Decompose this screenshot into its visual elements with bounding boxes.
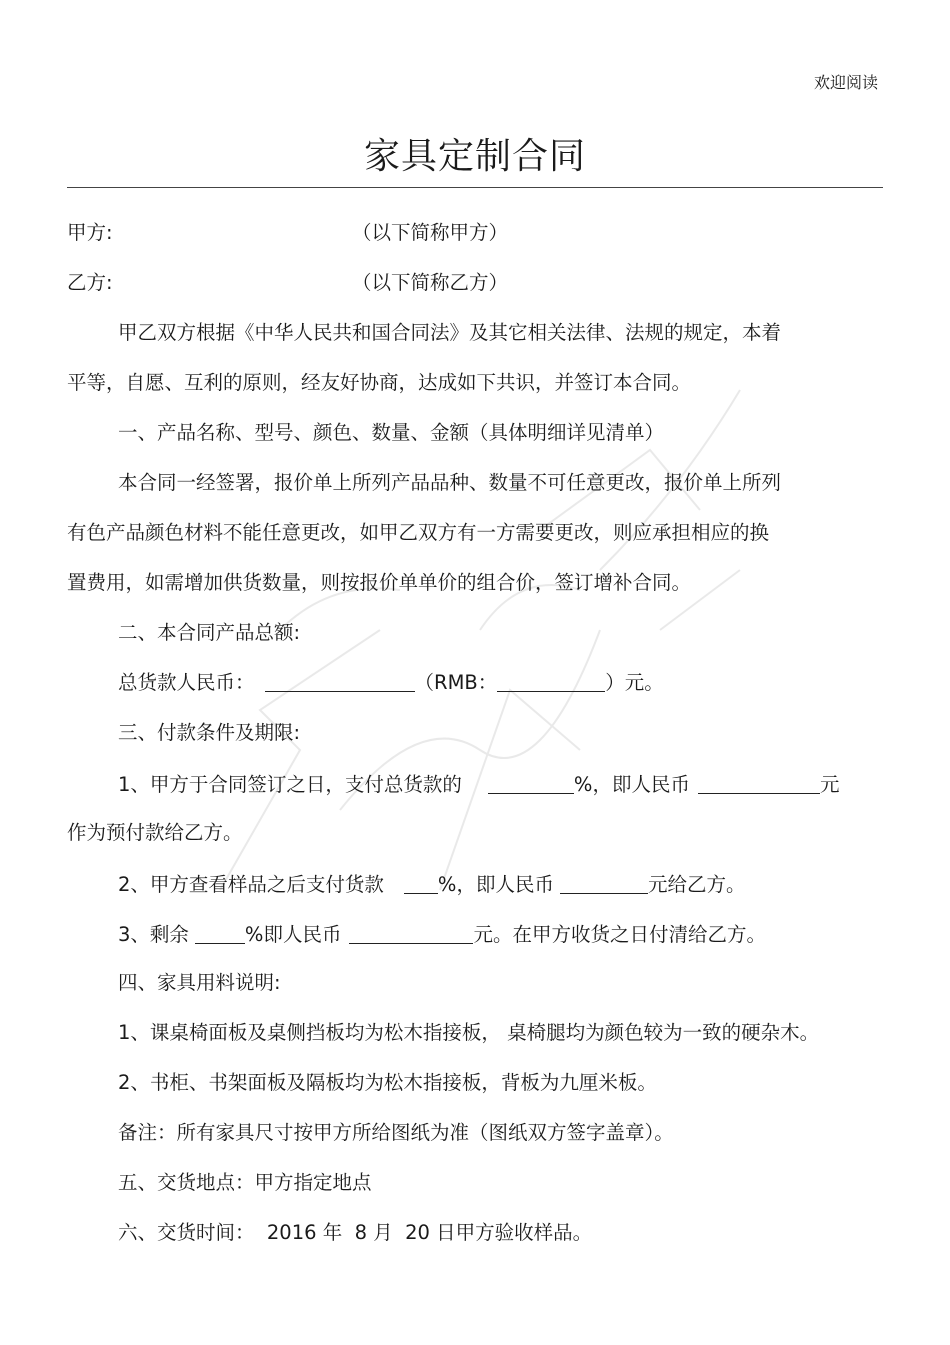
rmb-open: （RMB： [414,671,498,694]
payment3-percent-blank[interactable] [195,923,245,944]
party-a-note: （以下简称甲方） [352,221,509,244]
total-suffix: ）元。 [605,671,664,694]
section6-delivery-time: 六、交货时间： 2016 年 8 月 20 日甲方验收样品。 [118,1221,593,1244]
total-prefix: 总货款人民币： [118,671,255,694]
payment1-mid: %，即人民币 [573,773,690,796]
intro-line-1: 甲乙双方根据《中华人民共和国合同法》及其它相关法律、法规的规定，本着 [118,321,782,344]
total-amount-blank[interactable] [265,671,415,692]
materials-item-1: 1、课桌椅面板及桌侧挡板均为松木指接板， 桌椅腿均为颜色较为一致的硬杂木。 [118,1021,820,1044]
payment2-amount-blank[interactable] [560,873,648,894]
payment2-mid: %，即人民币 [437,873,554,896]
materials-item-2: 2、书柜、书架面板及隔板均为松木指接板，背板为九厘米板。 [118,1071,657,1094]
payment3-mid: %即人民币 [244,923,342,946]
payment-item-3 [118,922,766,948]
payment-item-1-cont: 作为预付款给乙方。 [67,821,243,844]
section3-heading: 三、付款条件及期限: [118,721,301,744]
payment2-prefix: 2、甲方查看样品之后支付货款 [118,873,384,896]
section1-line-2: 有色产品颜色材料不能任意更改，如甲乙双方有一方需要更改，则应承担相应的换 [67,521,770,544]
payment2-suffix: 元给乙方。 [647,873,746,896]
section1-line-1: 本合同一经签署，报价单上所列产品品种、数量不可任意更改，报价单上所列 [118,471,782,494]
section1-line-3: 置费用，如需增加供货数量，则按报价单单价的组合价，签订增补合同。 [67,571,692,594]
header-note: 欢迎阅读 [813,73,878,92]
payment1-percent-blank[interactable] [488,773,574,794]
section4-heading: 四、家具用料说明: [118,971,281,994]
section1-heading: 一、产品名称、型号、颜色、数量、金额（具体明细详见清单） [118,421,665,444]
payment1-suffix: 元 [819,773,840,796]
page-title: 家具定制合同 [363,136,586,177]
section2-heading: 二、本合同产品总额: [118,621,301,644]
total-amount-line [118,670,664,696]
payment3-prefix: 3、剩余 [118,923,189,946]
payment1-prefix: 1、甲方于合同签订之日，支付总货款的 [118,773,462,796]
title-divider [67,187,883,188]
section5-delivery-location: 五、交货地点：甲方指定地点 [118,1171,372,1194]
payment-item-2 [118,872,745,898]
party-b-note: （以下简称乙方） [352,271,509,294]
party-b-label: 乙方: [67,271,113,294]
rmb-amount-blank[interactable] [497,671,605,692]
materials-note: 备注：所有家具尺寸按甲方所给图纸为准（图纸双方签字盖章）。 [118,1121,674,1144]
party-a-label: 甲方: [67,221,113,244]
payment2-percent-blank[interactable] [404,873,438,894]
intro-line-2: 平等，自愿、互利的原则，经友好协商，达成如下共识，并签订本合同。 [67,371,692,394]
payment1-amount-blank[interactable] [698,773,820,794]
payment3-amount-blank[interactable] [349,923,473,944]
payment-item-1 [118,772,839,798]
payment3-suffix: 元。在甲方收货之日付清给乙方。 [473,923,766,946]
